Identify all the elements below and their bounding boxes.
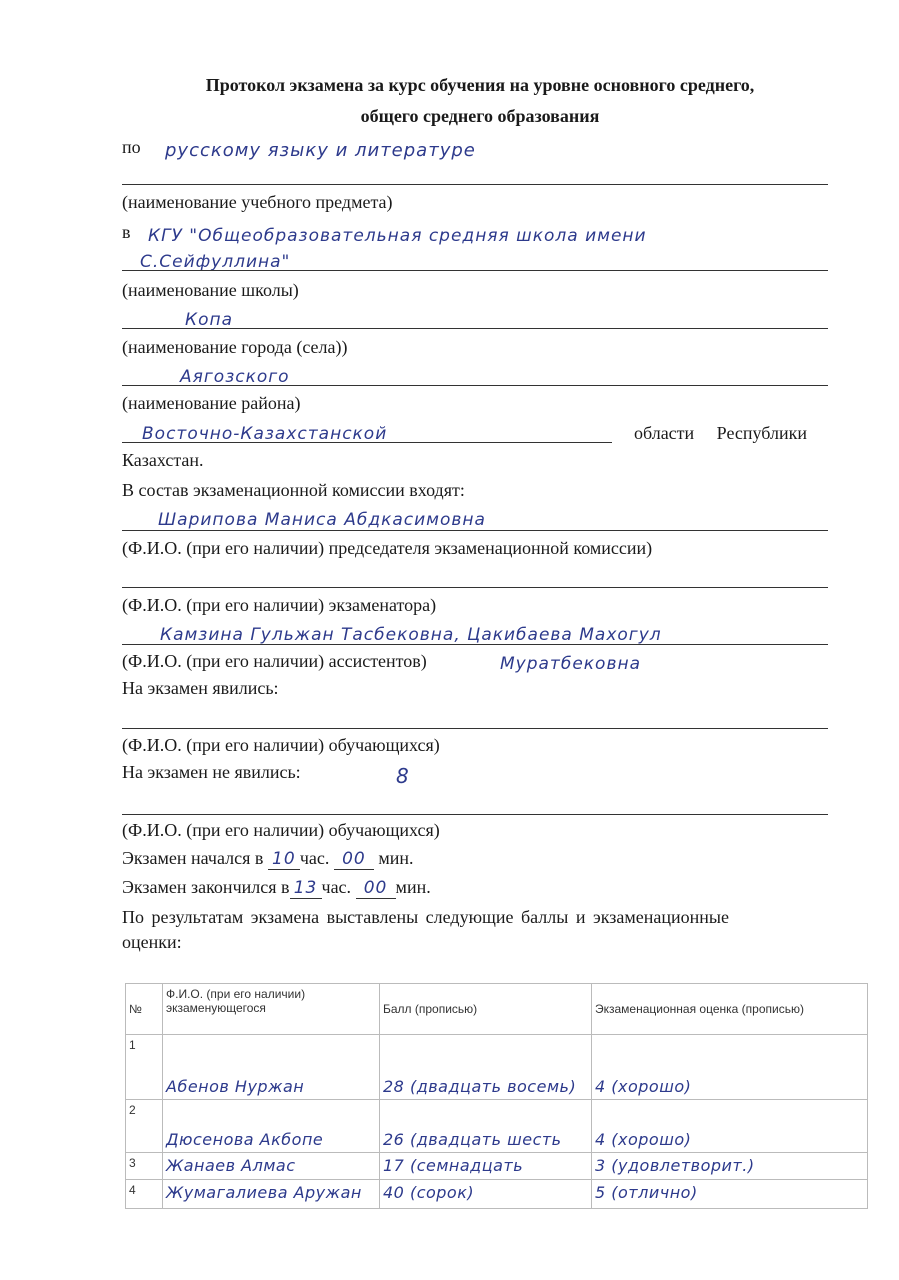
- district-line: [122, 385, 828, 386]
- region-suffix: области Республики: [634, 423, 807, 443]
- subject-value: русскому языку и литературе: [165, 140, 476, 161]
- row-num: 3: [126, 1153, 163, 1180]
- present-label: На экзамен явились:: [122, 678, 279, 698]
- city-line: [122, 328, 828, 329]
- table-row: [126, 1153, 868, 1180]
- exam-end: [122, 877, 431, 899]
- absent-caption: (Ф.И.О. (при его наличии) обучающихся): [122, 820, 440, 840]
- absent-value: 8: [396, 764, 410, 788]
- row-score: 17 (семнадцать: [383, 1156, 524, 1175]
- district-caption: (наименование района): [122, 393, 301, 413]
- header-num: №: [126, 984, 163, 1035]
- end-hour-label: час.: [321, 877, 352, 897]
- header-name: Ф.И.О. (при его наличии) экзаменующегося: [163, 984, 380, 1035]
- chair-caption: (Ф.И.О. (при его наличии) председателя экзаменационной комиссии): [122, 538, 653, 558]
- subject-prefix: по: [122, 137, 141, 157]
- row-grade: 5 (отлично): [595, 1183, 698, 1202]
- header-grade: Экзаменационная оценка (прописью): [592, 984, 868, 1035]
- absent-label: На экзамен не явились:: [122, 762, 301, 782]
- row-name: Дюсенова Акбопе: [166, 1130, 324, 1149]
- row-grade: 4 (хорошо): [595, 1077, 692, 1096]
- district-value: Аягозского: [180, 367, 290, 387]
- region-line: [122, 442, 612, 443]
- city-caption: (наименование города (села)): [122, 337, 348, 357]
- start-prefix: Экзамен начался в: [122, 848, 264, 868]
- school-caption: (наименование школы): [122, 280, 299, 300]
- results-intro-line-1: По результатам экзамена выставлены следующие баллы и экзаменационные: [122, 907, 729, 927]
- examiner-line: [122, 587, 828, 588]
- row-num: 2: [126, 1100, 163, 1153]
- present-line: [122, 728, 828, 729]
- table-row: [126, 1035, 868, 1100]
- row-grade: 3 (удовлетворит.): [595, 1156, 755, 1175]
- start-min: 00: [334, 849, 374, 870]
- title-line-2: общего среднего образования: [360, 106, 600, 126]
- row-score: 26 (двадцать шесть: [383, 1130, 562, 1149]
- school-value-line-2: С.Сейфуллина": [140, 252, 291, 272]
- assistants-line: [122, 644, 828, 645]
- table-header-row: [126, 984, 868, 1035]
- row-name: Жанаев Алмас: [166, 1156, 296, 1175]
- school-line: [122, 270, 828, 271]
- start-min-label: мин.: [378, 848, 414, 868]
- city-value: Копа: [185, 310, 234, 330]
- start-hour-label: час.: [299, 848, 330, 868]
- region-value: Восточно-Казахстанской: [142, 424, 388, 444]
- absent-line: [122, 814, 828, 815]
- end-min-label: мин.: [395, 877, 431, 897]
- assistants-value-line-2: Муратбековна: [500, 654, 642, 674]
- row-score: 40 (сорок): [383, 1183, 475, 1202]
- row-grade: 4 (хорошо): [595, 1130, 692, 1149]
- examiner-caption: (Ф.И.О. (при его наличии) экзаменатора): [122, 595, 437, 615]
- assistants-caption: (Ф.И.О. (при его наличии) ассистентов): [122, 651, 427, 671]
- table-row: [126, 1180, 868, 1209]
- title-line-1: Протокол экзамена за курс обучения на уровне основного среднего,: [205, 75, 755, 95]
- region-line-2: Казахстан.: [122, 450, 204, 470]
- row-name: Абенов Нуржан: [166, 1077, 305, 1096]
- row-num: 4: [126, 1180, 163, 1209]
- header-score: Балл (прописью): [380, 984, 592, 1035]
- school-prefix: в: [122, 222, 131, 242]
- subject-caption: (наименование учебного предмета): [122, 192, 393, 212]
- results-table: [125, 983, 868, 1209]
- end-hour: 13: [290, 878, 322, 899]
- exam-start: [122, 848, 414, 870]
- chair-line: [122, 530, 828, 531]
- table-row: [126, 1100, 868, 1153]
- subject-line: [122, 184, 828, 185]
- end-min: 00: [356, 878, 396, 899]
- end-prefix: Экзамен закончился в: [122, 877, 290, 897]
- school-value-line-1: КГУ "Общеобразовательная средняя школа имени: [148, 226, 647, 246]
- chair-value: Шарипова Маниса Абдкасимовна: [158, 510, 486, 530]
- assistants-value-line-1: Камзина Гульжан Тасбековна, Цакибаева Махогул: [160, 625, 662, 645]
- present-caption: (Ф.И.О. (при его наличии) обучающихся): [122, 735, 440, 755]
- results-intro-line-2: оценки:: [122, 932, 182, 952]
- row-score: 28 (двадцать восемь): [383, 1077, 577, 1096]
- row-name: Жумагалиева Аружан: [166, 1183, 362, 1202]
- row-num: 1: [126, 1035, 163, 1100]
- commission-intro: В состав экзаменационной комиссии входят:: [122, 480, 465, 500]
- start-hour: 10: [268, 849, 300, 870]
